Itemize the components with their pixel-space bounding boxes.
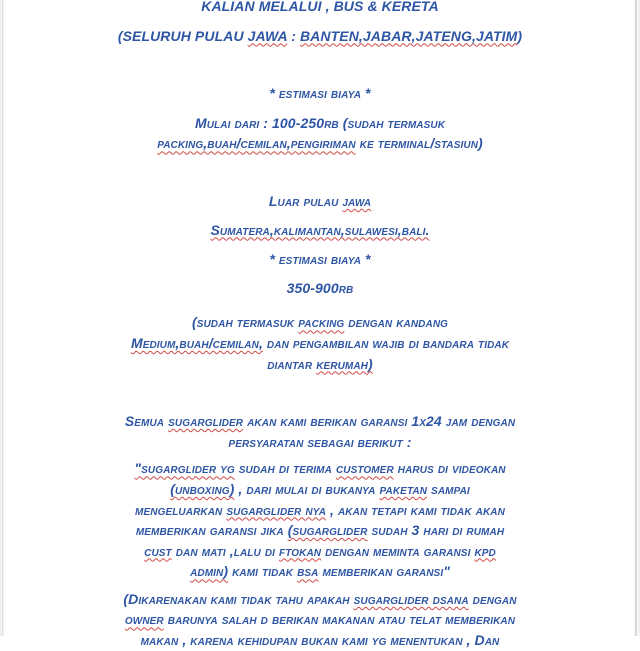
misspelled-word: paketan [379,480,428,497]
text-line [85,500,555,521]
misspelled-word: kerumah) [316,355,373,372]
text-segment: (Dikarenakan kami tidak tahu apakah [123,590,354,607]
text-segment: kami tidak [228,563,298,580]
text-segment: dan pengambilan wajib di bandara tidak [262,334,510,351]
text-segment: * estimasi biaya * [269,251,371,268]
paragraph [85,220,555,241]
text-segment: dengan kandang [344,314,449,331]
misspelled-word: "sugarglider yg [134,460,235,477]
text-segment: memberikan garansi jika [135,522,288,539]
text-line [85,0,555,17]
paragraph [85,26,555,47]
paragraph [85,0,555,17]
text-segment: dengan [468,590,517,607]
text-line [85,83,555,104]
misspelled-word: Medium,buah/cemilan, [130,334,263,351]
paragraph [85,83,555,104]
text-segment: persyaratan sebagai berikut : [228,433,412,450]
text-segment: , akan tetapi kami tidak akan [326,501,505,518]
text-segment: sudah 3 hari di rumah [367,522,505,539]
text-segment: 350-900rb [286,279,354,296]
text-segment: Luar pulau [268,192,343,209]
misspelled-word: (unboxing) [170,480,235,497]
text-segment: sampai [427,480,470,497]
text-segment: sudah di terima [234,460,336,477]
paragraph [85,191,555,212]
text-segment: barunya salah d berikan makanan atau telat memberikan [163,611,516,628]
misspelled-word: admin) [190,563,229,580]
text-line [85,432,555,453]
misspelled-word: packing,buah/cemilan,pengiriman [157,135,356,152]
text-line [85,609,555,630]
text-segment: harus di videokan [393,460,506,477]
text-line [85,312,555,333]
misspelled-word: (sugarglider [287,522,368,539]
page-edge-right [632,0,640,636]
paragraph [85,458,555,582]
text-line [85,458,555,479]
misspelled-word: packing [298,314,345,331]
text-segment: Semua [124,413,169,430]
paragraph [85,113,555,154]
text-segment: mengeluarkan [135,501,227,518]
text-line [85,278,555,299]
text-segment: KALIAN MELALUI , BUS & KERETA [201,0,439,14]
text-line [85,561,555,582]
text-line [85,589,555,610]
misspelled-word: sugarglider nya [226,501,327,518]
misspelled-word: kpd [474,542,496,559]
paragraph [85,589,555,651]
text-segment: * estimasi biaya * [269,85,371,102]
text-line [85,520,555,541]
text-segment: (SELURUH PULAU [117,27,248,44]
text-line [85,541,555,562]
text-segment: dan mati ,lalu di [171,542,280,559]
paragraph [85,249,555,270]
paragraph [85,312,555,374]
text-segment: : [287,27,300,44]
misspelled-word: sugarglider [168,413,244,430]
misspelled-word: ftokan [279,542,322,559]
text-line [85,191,555,212]
text-segment: ) [517,27,523,44]
paragraph [85,278,555,299]
misspelled-word: JAWA [247,27,288,44]
misspelled-word: sugarglider dsana [353,590,469,607]
text-segment: akan kami berikan garansi 1x24 jam dengan [243,413,516,430]
text-segment: Mulai dari : 100-250rb (sudah termasuk [194,114,446,131]
document-page [85,0,555,651]
text-segment: makan , karena kehidupan bukan kami yg menentukan , Dan [140,632,500,649]
text-segment: , dari mulai di bukanya [234,480,380,497]
misspelled-word: cust [144,542,172,559]
misspelled-word: Sumatera,kalimantan,sulawesi,bali. [210,221,430,238]
misspelled-word: bsa [297,563,319,580]
text-segment: diantar [267,355,317,372]
text-line [85,133,555,154]
text-line [85,354,555,375]
misspelled-word: BANTEN,JABAR,JATENG,JATIM [299,27,518,44]
text-segment: ke terminal/stasiun) [355,135,483,152]
text-segment: (sudah termasuk [191,314,299,331]
text-segment: memberikan garansi" [318,563,450,580]
paragraph [85,411,555,452]
text-line [85,479,555,500]
page-edge-left [0,0,6,636]
text-line [85,411,555,432]
text-line [85,220,555,241]
misspelled-word: owner [124,611,164,628]
misspelled-word: customer [335,460,394,477]
text-line [85,333,555,354]
text-line [85,26,555,47]
text-line [85,630,555,651]
text-segment: dengan meminta garansi [321,542,475,559]
text-line [85,113,555,134]
text-line [85,249,555,270]
misspelled-word: jawa [342,192,372,209]
